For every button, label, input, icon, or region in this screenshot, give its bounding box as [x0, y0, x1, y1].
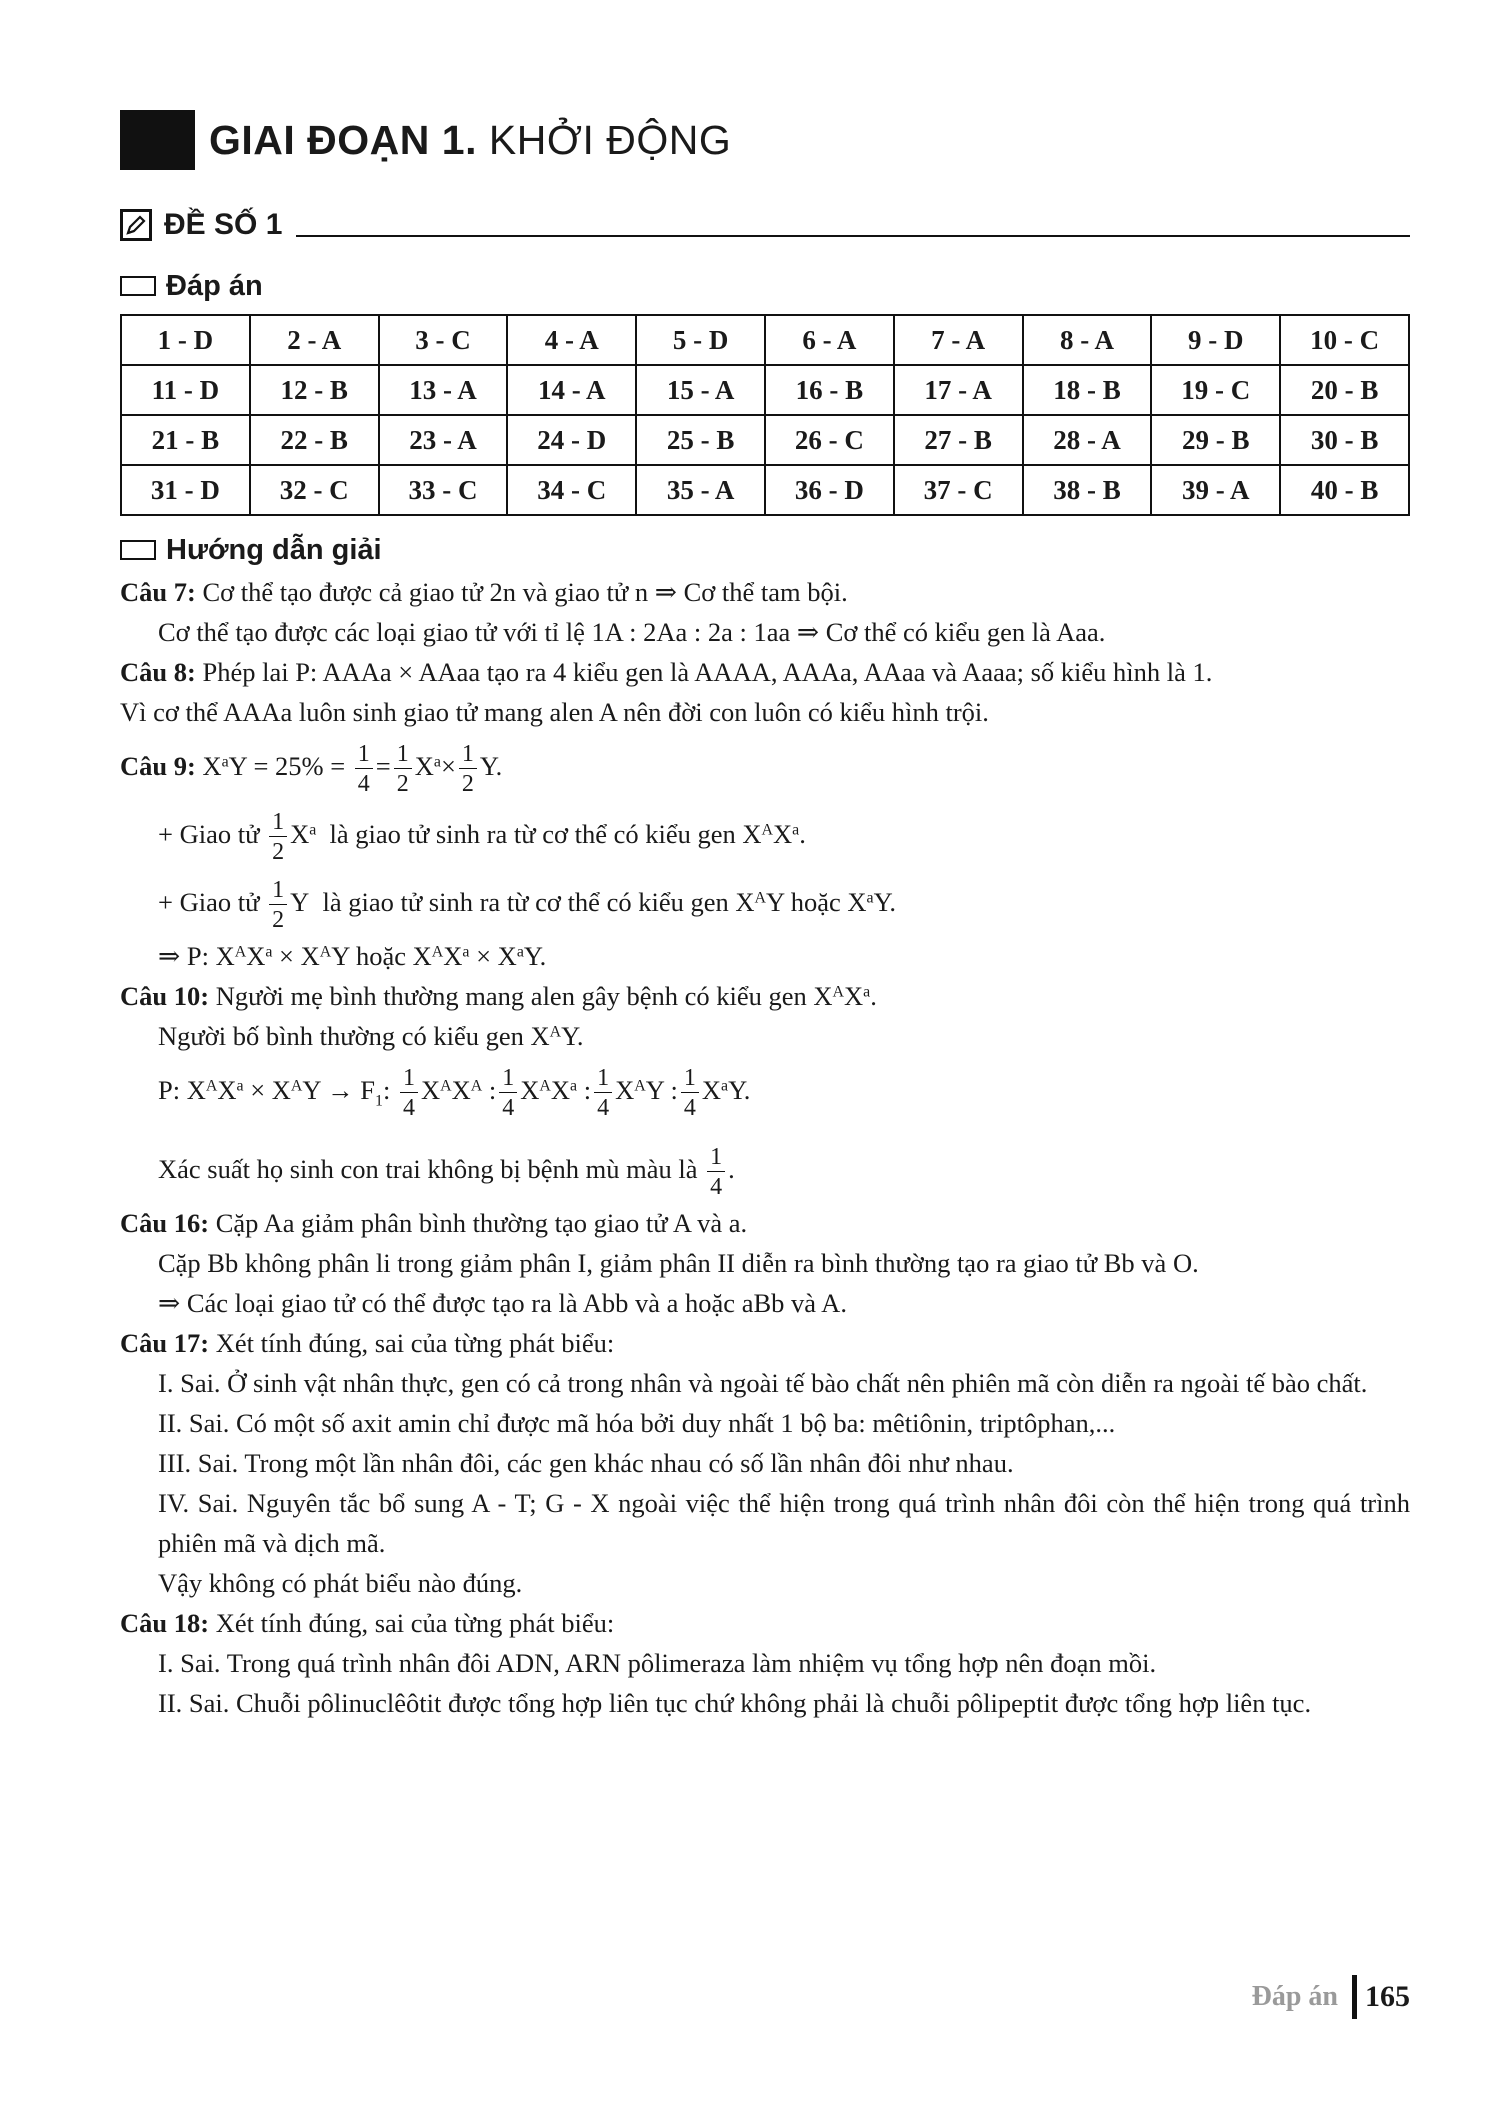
q8-text-1: Phép lai P: AAAa × AAaa tạo ra 4 kiểu gen là AAAA, AAAa, AAaa và Aaaa; số kiểu hình là 1.	[202, 657, 1213, 687]
q16-line-2: Cặp Bb không phân li trong giảm phân I, giảm phân II diễn ra bình thường tạo ra giao tử Bb và O.	[158, 1248, 1199, 1279]
exam-title-rule	[296, 213, 1410, 237]
answer-table	[120, 314, 1410, 516]
answer-cell: 13 - A	[379, 365, 508, 415]
q10-cross: P: $X^AX^a \times X^AY \to F_1$: $\frac{1}{4}$ $X^AX^A$ : $\frac{1}{4}$ $X^AX^a$ : $\frac{1}{4}$ $X^AY$ : $\frac{1}{4}$ $X^aY$.	[158, 1064, 751, 1121]
answer-cell: 9 - D	[1151, 315, 1280, 365]
q10-text-1: Người mẹ bình thường mang alen gây bệnh có kiểu gen	[215, 981, 807, 1011]
q17-label: Câu 17:	[120, 1328, 210, 1359]
answer-cell: 27 - B	[894, 415, 1023, 465]
answers-heading-text: Đáp án	[166, 269, 263, 302]
q18-item-1: I. Sai. Trong quá trình nhân đôi ADN, ARN pôlimeraza làm nhiệm vụ tổng hợp nên đoạn mồi.	[158, 1648, 1157, 1679]
q10-line-2: Người bố bình thường có kiểu gen $X^AY$.	[158, 1021, 584, 1051]
stage-title-light: KHỞI ĐỘNG	[488, 116, 732, 163]
answer-cell: 23 - A	[379, 415, 508, 465]
q10-text-4: Xác suất họ sinh con trai không bị bệnh mù màu là	[158, 1154, 698, 1185]
q18-label: Câu 18:	[120, 1608, 210, 1639]
q9-g2-pre: + Giao tử	[158, 887, 260, 917]
answer-cell: 21 - B	[121, 415, 250, 465]
answer-cell: 2 - A	[250, 315, 379, 365]
answer-cell: 1 - D	[121, 315, 250, 365]
q7-line-1	[120, 572, 1410, 612]
q10-label: Câu 10:	[120, 981, 210, 1011]
q17-item-4: IV. Sai. Nguyên tắc bổ sung A - T; G - X ngoài việc thể hiện trong quá trình nhân đôi còn thể hiện trong quá trình phiên mã và dịch mã.	[158, 1488, 1410, 1559]
exam-header	[120, 204, 1410, 246]
q7-text-1: Cơ thể tạo được cả giao tử 2n và giao tử n ⇒ Cơ thể tam bội.	[202, 577, 848, 607]
answer-cell: 39 - A	[1151, 465, 1280, 515]
answer-cell: 24 - D	[507, 415, 636, 465]
answer-cell: 38 - B	[1023, 465, 1152, 515]
q8-label: Câu 8:	[120, 657, 196, 687]
page-footer	[1252, 1975, 1410, 2019]
q18-intro-text: Xét tính đúng, sai của từng phát biểu:	[215, 1608, 615, 1639]
answer-row	[121, 365, 1409, 415]
answer-cell: 11 - D	[121, 365, 250, 415]
stage-title-bold: GIAI ĐOẠN 1.	[209, 116, 477, 163]
fraction: $\frac{1}{2}$	[394, 742, 412, 796]
fraction: $\frac{1}{4}$	[400, 1066, 418, 1120]
answer-cell: 29 - B	[1151, 415, 1280, 465]
solution-body	[120, 572, 1410, 1723]
q16-line-1	[120, 1203, 1410, 1243]
q9-or: hoặc	[356, 941, 407, 971]
answer-cell: 34 - C	[507, 465, 636, 515]
answer-cell: 25 - B	[636, 415, 765, 465]
answer-cell: 40 - B	[1280, 465, 1409, 515]
q17-conclusion: Vậy không có phát biểu nào đúng.	[158, 1568, 523, 1599]
q7-line-2: Cơ thể tạo được các loại giao tử với tỉ lệ 1A : 2Aa : 2a : 1aa ⇒ Cơ thể có kiểu gen là Aaa.	[158, 617, 1106, 647]
answer-cell: 33 - C	[379, 465, 508, 515]
q17-intro-text: Xét tính đúng, sai của từng phát biểu:	[215, 1328, 615, 1359]
pencil-icon	[120, 209, 152, 241]
q9-g1-post: là giao tử sinh ra từ cơ thể có kiểu gen	[329, 819, 736, 849]
answer-cell: 6 - A	[765, 315, 894, 365]
fraction: $\frac{1}{2}$	[269, 878, 287, 932]
q7-label: Câu 7:	[120, 577, 196, 607]
q9-g1-pre: + Giao tử	[158, 819, 260, 849]
fraction: $\frac{1}{4}$	[707, 1145, 725, 1199]
answer-cell: 5 - D	[636, 315, 765, 365]
q16-label: Câu 16:	[120, 1208, 210, 1239]
fraction: $\frac{1}{4}$	[594, 1066, 612, 1120]
q17-item-2: II. Sai. Có một số axit amin chỉ được mã hóa bởi duy nhất 1 bộ ba: mêtiônin, triptôphan,...	[158, 1408, 1116, 1439]
exam-title: ĐỀ SỐ 1	[164, 208, 283, 241]
answer-cell: 10 - C	[1280, 315, 1409, 365]
fraction: $\frac{1}{2}$	[459, 742, 477, 796]
answer-cell: 31 - D	[121, 465, 250, 515]
guide-heading-text: Hướng dẫn giải	[166, 533, 382, 566]
q9-equation: Câu 9: $X^aY = 25\%$ = $\frac{1}{4}$ = $\frac{1}{2}$ $X^a\times$ $\frac{1}{2}$ Y.	[120, 740, 503, 797]
q8-line-1	[120, 652, 1410, 692]
q10-text-2: Người bố bình thường có kiểu gen	[158, 1021, 524, 1051]
guide-heading	[120, 532, 1410, 568]
q9-result-pre: ⇒ P:	[158, 941, 209, 971]
q9-or: hoặc	[790, 887, 841, 917]
answer-cell: 4 - A	[507, 315, 636, 365]
answer-row	[121, 315, 1409, 365]
answer-cell: 26 - C	[765, 415, 894, 465]
answer-cell: 16 - B	[765, 365, 894, 415]
section-box-icon	[120, 540, 156, 560]
answer-cell: 14 - A	[507, 365, 636, 415]
q9-eq-prefix: = 25% =	[253, 751, 346, 781]
stage-header	[120, 110, 1410, 170]
q18-item-2: II. Sai. Chuỗi pôlinuclêôtit được tổng hợp liên tục chứ không phải là chuỗi pôlipeptit được tổng hợp liên tục.	[158, 1688, 1312, 1719]
answers-heading	[120, 268, 1410, 304]
q9-label: Câu 9:	[120, 751, 196, 781]
fraction: $\frac{1}{4}$	[499, 1066, 517, 1120]
q10-probability: Xác suất họ sinh con trai không bị bệnh mù màu là $\frac{1}{4}$ .	[158, 1144, 735, 1201]
fraction: $\frac{1}{4}$	[681, 1066, 699, 1120]
q9-gamete-2: + Giao tử $\frac{1}{2}$ Y là giao tử sinh ra từ cơ thể có kiểu gen $X^AY$ hoặc $X^aY$.	[158, 876, 896, 933]
page-number: 165	[1365, 1980, 1410, 2013]
q17-intro	[120, 1323, 1410, 1363]
page	[120, 110, 1410, 1723]
q16-line-3: ⇒ Các loại giao tử có thể được tạo ra là Abb và a hoặc aBb và A.	[158, 1288, 847, 1319]
q9-gamete-1: + Giao tử $\frac{1}{2}$ $X^a$ là giao tử sinh ra từ cơ thể có kiểu gen $X^AX^a$.	[158, 808, 806, 865]
fraction: $\frac{1}{2}$	[269, 810, 287, 864]
answer-cell: 36 - D	[765, 465, 894, 515]
fraction: $\frac{1}{4}$	[355, 742, 373, 796]
answer-cell: 19 - C	[1151, 365, 1280, 415]
q16-text-1: Cặp Aa giảm phân bình thường tạo giao tử A và a.	[215, 1208, 748, 1239]
q9-g2-post: là giao tử sinh ra từ cơ thể có kiểu gen	[322, 887, 729, 917]
q10-line-1: Câu 10: Người mẹ bình thường mang alen gây bệnh có kiểu gen $X^AX^a$.	[120, 981, 877, 1011]
answer-cell: 8 - A	[1023, 315, 1152, 365]
answer-row	[121, 465, 1409, 515]
stage-marker-block	[120, 110, 195, 170]
answer-cell: 7 - A	[894, 315, 1023, 365]
answer-cell: 32 - C	[250, 465, 379, 515]
answer-cell: 22 - B	[250, 415, 379, 465]
q9-result: ⇒ P: $X^AX^a \times X^AY$ hoặc $X^AX^a \times X^aY$.	[158, 941, 547, 971]
answer-row	[121, 415, 1409, 465]
q8-line-2: Vì cơ thể AAAa luôn sinh giao tử mang alen A nên đời con luôn có kiểu hình trội.	[120, 697, 989, 727]
q17-item-1: I. Sai. Ở sinh vật nhân thực, gen có cả trong nhân và ngoài tế bào chất nên phiên mã còn diễn ra ngoài tế bào chất.	[158, 1368, 1368, 1399]
answer-cell: 37 - C	[894, 465, 1023, 515]
answer-cell: 20 - B	[1280, 365, 1409, 415]
q17-item-3: III. Sai. Trong một lần nhân đôi, các gen khác nhau có số lần nhân đôi như nhau.	[158, 1448, 1014, 1479]
section-box-icon	[120, 276, 156, 296]
answer-cell: 3 - C	[379, 315, 508, 365]
answer-cell: 28 - A	[1023, 415, 1152, 465]
answer-cell: 15 - A	[636, 365, 765, 415]
footer-label: Đáp án	[1251, 1981, 1338, 2012]
answer-cell: 35 - A	[636, 465, 765, 515]
answer-cell: 12 - B	[250, 365, 379, 415]
answer-cell: 17 - A	[894, 365, 1023, 415]
stage-title	[209, 117, 731, 164]
footer-divider	[1352, 1975, 1357, 2019]
q18-intro	[120, 1603, 1410, 1643]
answer-cell: 30 - B	[1280, 415, 1409, 465]
answer-cell: 18 - B	[1023, 365, 1152, 415]
